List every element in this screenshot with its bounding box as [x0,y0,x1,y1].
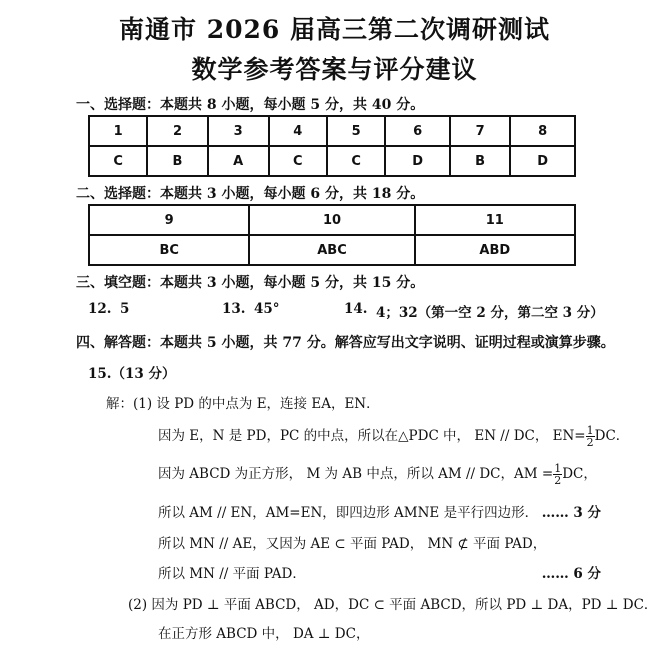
table-cell: 8 [510,116,575,146]
table-cell: 10 [249,205,414,235]
table-cell: 5 [327,116,385,146]
solution-line-7: (2) 因为 PD ⊥ 平面 ABCD， AD，DC ⊂ 平面 ABCD，所以 PD ⊥ DA，PD ⊥ DC． [128,597,658,613]
solution-line-2-tail: DC． [594,428,630,444]
q12-answer: 5 [120,301,130,317]
fraction-denominator: 2 [554,474,562,487]
table-cell: C [89,146,147,176]
fraction-numerator: 1 [586,424,594,437]
solution-line-2-text: 因为 E，N 是 PD，PC 的中点，所以在△PDC 中， EN // DC， EN= [158,428,586,444]
solution-line-5: 所以 MN // AE，又因为 AE ⊂ 平面 PAD， MN ⊄ 平面 PAD， [158,536,547,552]
table-cell: 6 [385,116,450,146]
solution-line-8: 在正方形 ABCD 中， DA ⊥ DC， [158,626,370,642]
table-cell: 7 [450,116,510,146]
table-cell: 9 [89,205,249,235]
table-cell: 3 [208,116,269,146]
doc-title: 南通市 2026 届高三第二次调研测试 [119,15,550,44]
solution-line-2 [158,424,629,448]
score-6: …… 6 分 [541,566,601,582]
section4-heading: 四、解答题：本题共 5 小题，共 77 分。解答应写出文字说明、证明过程或演算步骤。 [76,335,615,351]
table-cell: BC [89,235,249,265]
fraction-numerator: 1 [554,462,562,475]
table-cell: B [147,146,207,176]
table-row [89,116,575,146]
solution-line-3-text: 因为 ABCD 为正方形， M 为 AB 中点，所以 AM // DC，AM = [158,466,554,482]
fraction-one-half [586,425,595,448]
table-cell: ABC [249,235,414,265]
fraction-one-half [553,463,562,486]
solution-line-3 [158,462,597,486]
table-row [89,146,575,176]
score-3: …… 3 分 [541,505,601,521]
q13-answer: 45° [254,301,280,317]
q15-label: 15.（13 分） [88,366,176,382]
table-cell: D [510,146,575,176]
q12-number: 12. [88,301,112,317]
q14-answer: 4；32（第一空 2 分，第二空 3 分） [376,305,604,321]
section2-heading: 二、选择题：本题共 3 小题，每小题 6 分，共 18 分。 [76,186,425,202]
solution-line-1: 解：(1) 设 PD 的中点为 E，连接 EA，EN． [106,396,380,412]
q14-number: 14. [344,301,368,317]
solution-line-4: 所以 AM // EN，AM=EN，即四边形 AMNE 是平行四边形． [158,505,539,521]
table-cell: 11 [415,205,575,235]
solution-line-6: 所以 MN // 平面 PAD． [158,566,306,582]
table-cell: C [269,146,327,176]
answer-table-1 [88,115,576,177]
doc-subtitle: 数学参考答案与评分建议 [191,55,478,84]
fraction-denominator: 2 [586,436,594,449]
table-cell: ABD [415,235,575,265]
table-cell: 1 [89,116,147,146]
section3-heading: 三、填空题：本题共 3 小题，每小题 5 分，共 15 分。 [76,275,425,291]
table-cell: 4 [269,116,327,146]
table-row [89,235,575,265]
q13-number: 13. [222,301,246,317]
answer-table-2 [88,204,576,266]
table-cell: B [450,146,510,176]
table-cell: A [208,146,269,176]
table-cell: 2 [147,116,207,146]
table-cell: D [385,146,450,176]
solution-line-3-tail: DC， [562,466,597,482]
table-row [89,205,575,235]
section1-heading: 一、选择题：本题共 8 小题，每小题 5 分，共 40 分。 [76,97,425,113]
table-cell: C [327,146,385,176]
